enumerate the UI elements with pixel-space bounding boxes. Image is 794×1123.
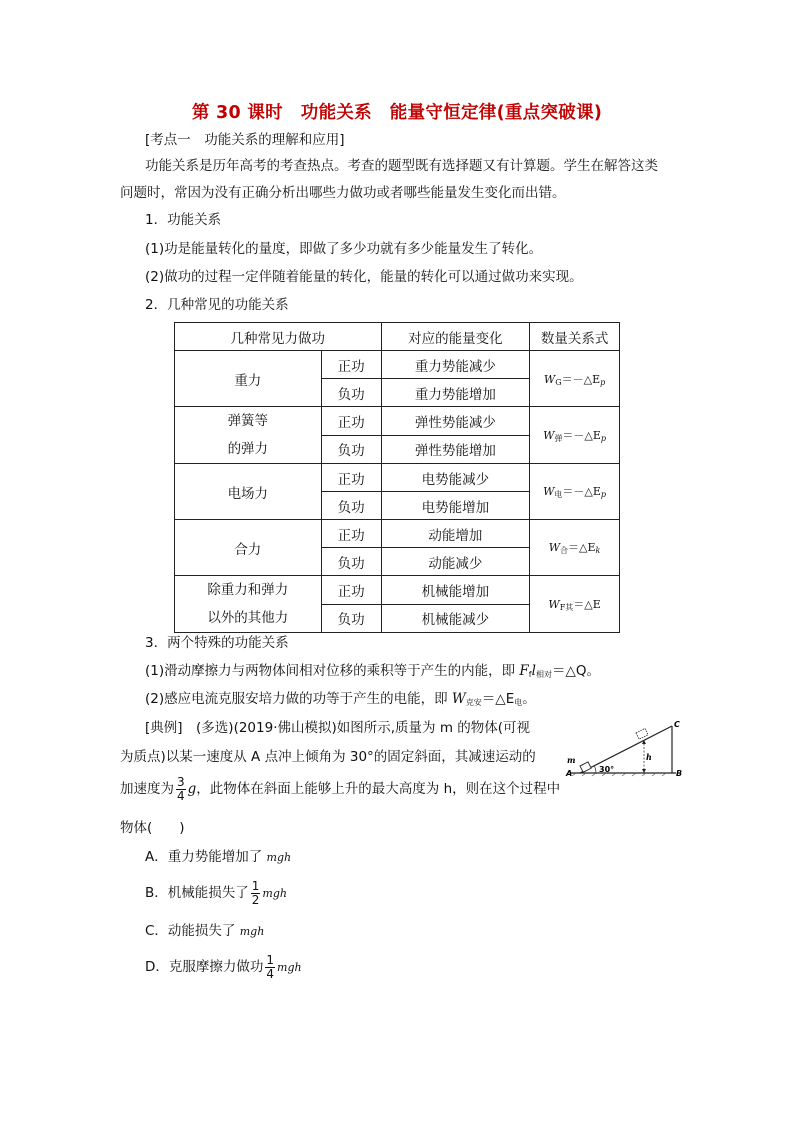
table-header: 数量关系式	[530, 323, 620, 351]
work-sign-cell: 负功	[321, 492, 381, 520]
force-cell: 电场力	[175, 464, 322, 520]
table-row	[175, 520, 620, 548]
fraction: $\frac{3}{4}$	[177, 774, 185, 803]
force-cell: 除重力和弹力 以外的其他力	[175, 576, 322, 633]
fraction: $\frac{1}{2}$	[251, 878, 260, 907]
table-header-row	[175, 323, 620, 351]
label-c: C	[674, 720, 680, 729]
section-2-heading: 2．几种常见的功能关系	[145, 297, 289, 313]
work-sign-cell: 负功	[321, 604, 381, 633]
section-1-p2: (2)做功的过程一定伴随着能量的转化，能量的转化可以通过做功来实现。	[145, 269, 583, 285]
formula-cell: $W_弹=-\triangle E_p$	[530, 407, 620, 464]
energy-change-cell: 电势能减少	[381, 464, 530, 492]
work-sign-cell: 负功	[321, 435, 381, 464]
energy-change-cell: 机械能减少	[381, 604, 530, 633]
example-line-1: [典例] (多选)(2019·佛山模拟)如图所示,质量为 m 的物体(可视	[145, 720, 531, 736]
work-sign-cell: 负功	[321, 548, 381, 576]
formula-cell: $W_合=\triangle E_k$	[530, 520, 620, 576]
work-sign-cell: 正功	[321, 351, 381, 379]
example-line-4: 物体( )	[120, 820, 185, 836]
energy-change-cell: 电势能增加	[381, 492, 530, 520]
angle-arc	[595, 766, 597, 773]
force-cell: 重力	[175, 351, 322, 407]
incline-diagram	[562, 718, 688, 780]
section-3-p2: (2)感应电流克服安培力做的功等于产生的电能，即 $W_{克安}=\triangle E_电$。	[145, 691, 536, 707]
intro-line-1: 功能关系是历年高考的考查热点。考查的题型既有选择题又有计算题。学生在解答这类	[145, 158, 658, 174]
example-line-2: 为质点)以某一速度从 A 点冲上倾角为 30°的固定斜面，其减速运动的	[120, 749, 536, 765]
option-b: B．机械能损失了 $\frac{1}{2}$ mgh	[145, 878, 287, 907]
energy-change-cell: 弹性势能减少	[381, 407, 530, 436]
label-h: h	[646, 752, 652, 762]
block-bottom	[580, 762, 591, 772]
section-label: [考点一 功能关系的理解和应用]	[145, 132, 345, 148]
energy-change-cell: 重力势能增加	[381, 379, 530, 407]
table-row	[175, 407, 620, 436]
work-sign-cell: 正功	[321, 464, 381, 492]
label-m: m	[567, 755, 576, 765]
block-top	[636, 728, 648, 739]
energy-change-cell: 动能减少	[381, 548, 530, 576]
option-c: C．动能损失了 mgh	[145, 923, 265, 939]
energy-change-cell: 弹性势能增加	[381, 435, 530, 464]
table-header: 对应的能量变化	[381, 323, 530, 351]
incline-line	[580, 726, 672, 773]
section-1-p1: (1)功是能量转化的量度，即做了多少功就有多少能量发生了转化。	[145, 241, 543, 257]
table-header: 几种常见力做功	[175, 323, 382, 351]
work-sign-cell: 负功	[321, 379, 381, 407]
formula-cell: $W_电=-\triangle E_p$	[530, 464, 620, 520]
energy-change-cell: 机械能增加	[381, 576, 530, 605]
force-cell: 合力	[175, 520, 322, 576]
force-cell: 弹簧等 的弹力	[175, 407, 322, 464]
section-3-heading: 3．两个特殊的功能关系	[145, 635, 289, 651]
table-row	[175, 576, 620, 605]
option-d: D．克服摩擦力做功 $\frac{1}{4}$ mgh	[145, 952, 302, 981]
option-a: A．重力势能增加了 mgh	[145, 849, 292, 865]
label-angle: 30°	[599, 765, 615, 774]
table-row	[175, 351, 620, 379]
formula-cell: $W_{F其}=\triangle E$	[530, 576, 620, 633]
label-b: B	[676, 769, 683, 778]
work-sign-cell: 正功	[321, 520, 381, 548]
example-line-3: 加速度为 $\frac{3}{4}$ g，此物体在斜面上能够上升的最大高度为 h，则在这个过程中	[120, 774, 561, 803]
fraction: $\frac{1}{4}$	[266, 952, 275, 981]
energy-relations-table	[174, 322, 620, 633]
page-title: 第 30 课时 功能关系 能量守恒定律(重点突破课)	[191, 103, 603, 123]
table-row	[175, 464, 620, 492]
formula-cell: $W_G=-\triangle E_p$	[530, 351, 620, 407]
energy-change-cell: 动能增加	[381, 520, 530, 548]
work-sign-cell: 正功	[321, 407, 381, 436]
intro-line-2: 问题时，常因为没有正确分析出哪些力做功或者哪些能量发生变化而出错。	[120, 185, 566, 201]
energy-change-cell: 重力势能减少	[381, 351, 530, 379]
label-a: A	[566, 769, 573, 778]
section-1-heading: 1．功能关系	[145, 212, 222, 228]
section-3-p1: (1)滑动摩擦力与两物体间相对位移的乘积等于产生的内能，即 $F_fl_{相对}=\triangle Q$。	[145, 663, 600, 679]
work-sign-cell: 正功	[321, 576, 381, 605]
